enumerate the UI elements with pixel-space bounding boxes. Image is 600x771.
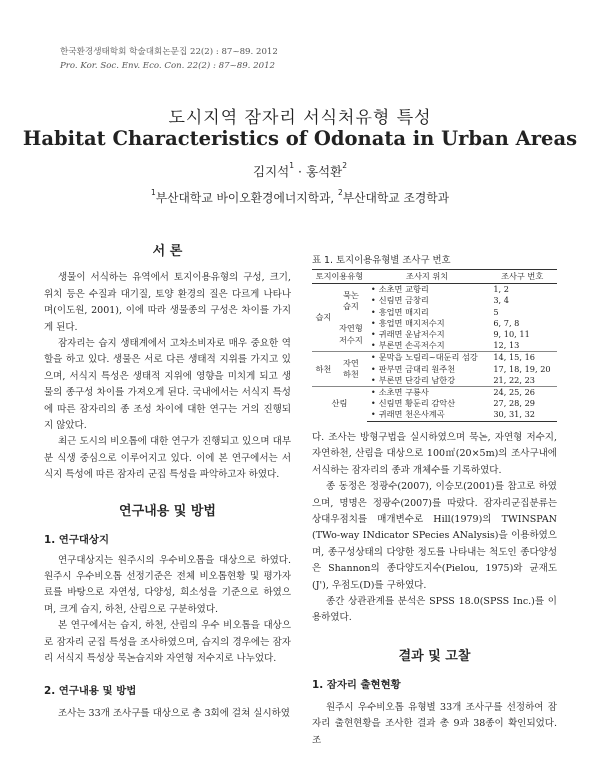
- table-cell-plot: 14, 15, 16: [487, 352, 557, 364]
- right-paragraph-2: 종 동정은 정광수(2007), 이승모(2001)를 참고로 하였으며, 명명은 정광수(2007)를 따랐다. 잠자리군집분류는 상대우점치를 매개변수로 Hill(1979)의 TWINSPAN (TWo-way INdicator SPecies ANalysis)을 이용하였으며, 종구성상태의 다양한 정도를 나타내는 척도인 종다양성은 Shannon의 종다양도지수(Pielou, 1975)와 균재도(J'), 우점도(D)를 구하였다.: [312, 481, 557, 591]
- table-cell-location: • 부론면 손곡저수지: [370, 340, 445, 351]
- results-subheading-1: 1. 잠자리 출현현황: [312, 679, 401, 692]
- table-header-landuse: 토지이용유형: [312, 270, 367, 284]
- table-cell-plot: 5: [493, 306, 499, 317]
- table-row: [312, 284, 557, 296]
- table-cell-location: • 귀래면 운남저수지: [370, 329, 445, 340]
- affil-2-sup: 2: [337, 188, 343, 197]
- sub-reservoir: 자연형 저수지: [339, 323, 363, 345]
- author-separator: ·: [294, 164, 306, 179]
- table-cell-plot: 9, 10, 11: [493, 329, 530, 340]
- methods-paragraph-3: 조사는 33개 조사구를 대상으로 총 3회에 걸쳐 실시하였: [58, 707, 290, 719]
- table-cell-location: • 귀래면 천은사계곡: [367, 409, 487, 421]
- group-wetland: 습지: [315, 312, 332, 323]
- table-cell-plot: 12, 13: [493, 340, 520, 351]
- table-cell-location: • 소초면 구룡사: [367, 387, 487, 399]
- table-cell-location: • 부론면 단강리 남한강: [370, 374, 456, 385]
- table-row: [312, 352, 557, 364]
- table-cell-plot: 24, 25, 26: [487, 387, 557, 399]
- table-cell-location: • 문막읍 노림리~대둔리 섬강: [367, 352, 487, 364]
- journal-header-en: Pro. Kor. Soc. Env. Eco. Con. 22(2) : 87~89. 2012: [60, 61, 276, 71]
- table-cell-plot: 27, 28, 29: [493, 398, 535, 409]
- title-english: Habitat Characteristics of Odonata in Urban Areas: [22, 127, 578, 150]
- intro-paragraph-1: 생물이 서식하는 유역에서 토지이용유형의 구성, 크기, 위치 등은 수질과 대기질, 토양 환경의 질은 다르게 나타나며(이도원, 2001), 이에 따라 생물종의 구성은 차이를 가지게 된다.: [44, 272, 291, 333]
- author-1-sup: 1: [289, 161, 295, 170]
- left-column: [44, 244, 291, 722]
- intro-paragraph-2: 잠자리는 습지 생태계에서 고차소비자로 매우 중요한 역할을 하고 있다. 생물은 서로 다른 생태적 지위를 가지고 있으며, 서식지 특성은 생태적 지위에 영향을 미치게 되고 생물의 종구성 차이를 가져오게 된다. 국내에서는 서식지 특성에 따른 잠자리의 종 조성 차이에 대한 연구는 거의 진행되지 않았다.: [44, 338, 291, 432]
- table-header-location: 조사지 위치: [367, 270, 487, 284]
- table-cell-location: • 판부면 금대리 원주천: [370, 363, 456, 374]
- table-caption: 표 1. 토지이용유형별 조사구 번호: [312, 255, 451, 266]
- table-header-row: [312, 270, 557, 284]
- table-cell-location: • 신림면 황둔리 감악산: [370, 398, 456, 409]
- author-1: 김지석: [253, 164, 290, 179]
- affil-1: 부산대학교 바이오환경에너지학과,: [155, 191, 338, 205]
- table-cell-plot: 30, 31, 32: [487, 409, 557, 421]
- table-cell-location: • 흥업면 매지저수지: [370, 317, 445, 328]
- results-heading: 결과 및 고찰: [398, 648, 471, 664]
- affiliation-line: [0, 189, 600, 206]
- affil-1-sup: 1: [150, 188, 156, 197]
- table-row: [312, 318, 557, 329]
- table-cell-plot: 1, 2: [493, 284, 509, 295]
- table-cell-location: • 흥업면 매지리: [370, 306, 429, 317]
- methods-heading: 연구내용 및 방법: [119, 503, 216, 519]
- methods-paragraph-1: 연구대상지는 원주시의 우수비오톱을 대상으로 하였다. 원주시 우수비오톱 선정기준은 전체 비오톱현황 및 평가자료를 바탕으로 자연성, 다양성, 희소성을 기준으로 하였으며, 크게 습지, 하천, 산림으로 구분하였다.: [44, 554, 291, 615]
- affil-2: 부산대학교 조경학과: [342, 191, 450, 205]
- sub-natural-stream: 자연 하천: [335, 352, 367, 387]
- author-2: 홍석환: [305, 164, 343, 179]
- right-paragraph-1: 다. 조사는 방형구법을 실시하였으며 묵논, 자연형 저수지, 자연하천, 산림을 대상으로 100㎡(20×5m)의 조사구내에 서식하는 잠자리의 종과 개체수를 기록하였다.: [312, 432, 557, 476]
- author-line: [0, 162, 600, 180]
- methods-subheading-1: 1. 연구대상지: [44, 534, 109, 547]
- methods-subheading-2: 2. 연구내용 및 방법: [44, 685, 137, 698]
- title-korean: 도시지역 잠자리 서식처유형 특성: [168, 108, 432, 128]
- site-table: [312, 269, 557, 422]
- group-forest: 산림: [312, 387, 367, 422]
- table-cell-location: • 소초면 교항리: [370, 284, 429, 295]
- table-header-plot-no: 조사구 번호: [487, 270, 557, 284]
- intro-heading: 서 론: [152, 244, 183, 259]
- journal-header-ko: 한국환경생태학회 학술대회논문집 22(2) : 87~89. 2012: [60, 47, 278, 57]
- table-row: [312, 387, 557, 399]
- right-column: [312, 430, 557, 749]
- group-stream: 하천: [312, 352, 335, 387]
- table-cell-plot: 6, 7, 8: [493, 317, 520, 328]
- journal-header: [60, 45, 278, 73]
- table-cell-location: • 신림면 금창리: [370, 295, 429, 306]
- table-cell-plot: 17, 18, 19, 20: [493, 363, 551, 374]
- table-cell-plot: 3, 4: [493, 295, 509, 306]
- author-2-sup: 2: [342, 161, 347, 170]
- table-cell-plot: 21, 22, 23: [493, 374, 535, 385]
- sub-paddy: 묵논 습지: [342, 289, 359, 311]
- intro-paragraph-3: 최근 도시의 비오톱에 대한 연구가 진행되고 있으며 대부분 식생 중심으로 이루어지고 있다. 이에 본 연구에서는 서식지 특성에 따른 잠자리 군집 특성을 파악하고자 하였다.: [44, 436, 291, 481]
- results-paragraph-1: 원주시 우수비오톱 유형별 33개 조사구를 선정하여 잠자리 출현현황을 조사한 결과 총 9과 38종이 확인되었다. 조: [312, 701, 557, 746]
- methods-paragraph-2: 본 연구에서는 습지, 하천, 산림의 우수 비오톱을 대상으로 잠자리 군집 특성을 조사하였으며, 습지의 경우에는 잠자리 서식지 특성상 묵논습지와 자연형 저수지로 나누었다.: [44, 620, 291, 664]
- right-paragraph-3: 종간 상관관계를 분석은 SPSS 18.0(SPSS Inc.)를 이용하였다.: [312, 596, 557, 624]
